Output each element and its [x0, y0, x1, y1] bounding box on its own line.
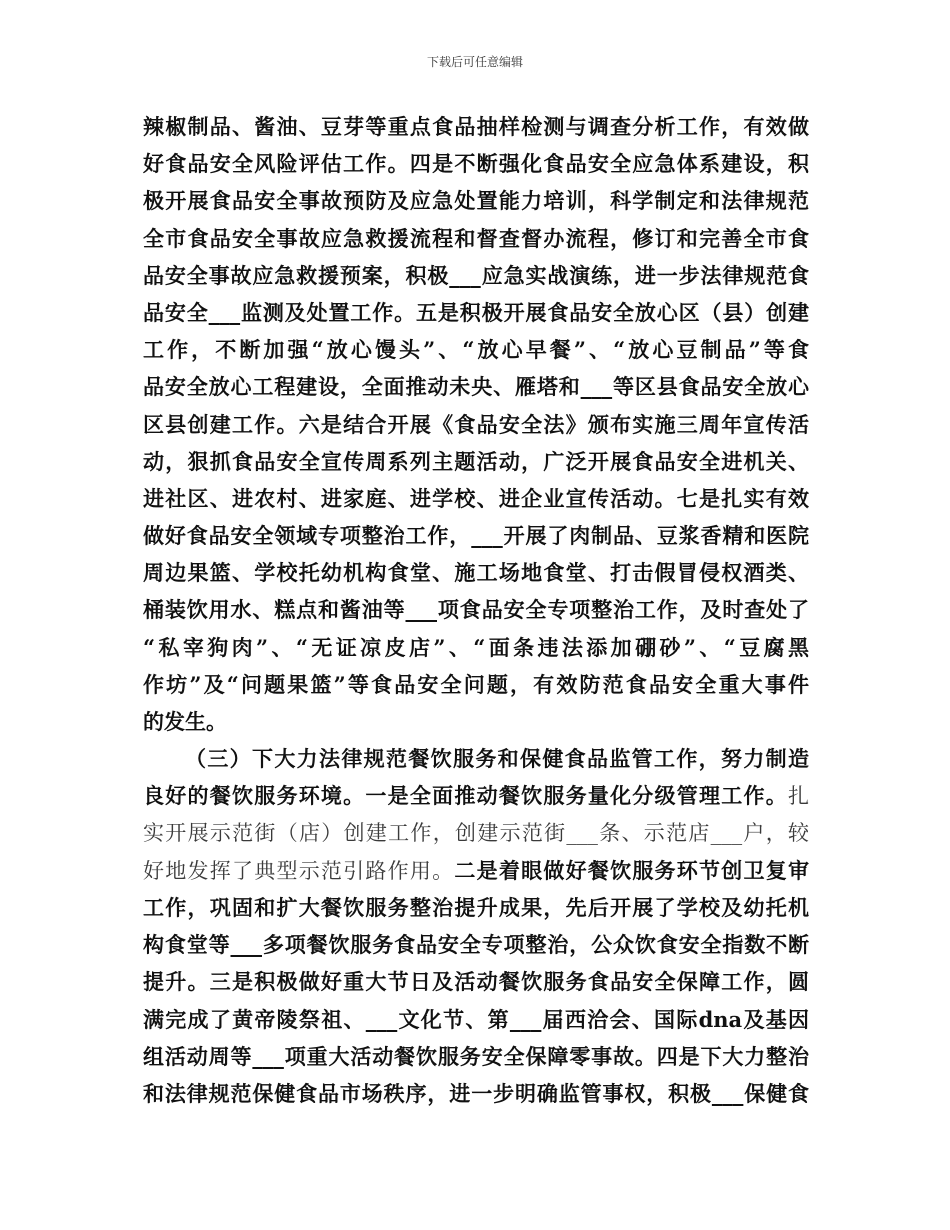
text-line: 工作，不断加强“放心馒头”、“放心早餐”、“放心豆制品”等食 — [143, 337, 809, 363]
text-segment-light: 扎 — [788, 784, 809, 809]
text-segment-light: 好地发挥了典型示范引路作用。 — [143, 858, 455, 883]
text-line: 区县创建工作。六是结合开展《食品安全法》颁布实施三周年宣传活 — [143, 411, 809, 437]
text-line: 品安全事故应急救援预案，积极___应急实战演练，进一步法律规范食 — [143, 262, 809, 288]
text-line: 组活动周等___项重大活动餐饮服务安全保障零事故。四是下大力整治 — [143, 1043, 809, 1069]
text-segment-bold: 良好的餐饮服务环境。一是全面推动餐饮服务量化分级管理工作。 — [143, 783, 788, 809]
text-line: 提升。三是积极做好重大节日及活动餐饮服务食品安全保障工作，圆 — [143, 969, 809, 995]
text-line: 满完成了黄帝陵祭祖、___文化节、第___届西洽会、国际dna及基因 — [143, 1006, 809, 1032]
text-line: 工作，巩固和扩大餐饮服务整治提升成果，先后开展了学校及幼托机 — [143, 894, 809, 920]
document-body — [143, 108, 809, 1112]
text-line-mixed — [143, 852, 809, 889]
text-line-mixed — [143, 777, 809, 814]
text-line: 动，狠抓食品安全宣传周系列主题活动，广泛开展食品安全进机关、 — [143, 448, 809, 474]
text-segment-bold: 二是着眼做好餐饮服务环节创卫复审 — [454, 857, 810, 883]
text-line: 全市食品安全事故应急救援流程和督查督办流程，修订和完善全市食 — [143, 225, 809, 251]
text-line: 极开展食品安全事故预防及应急处置能力培训，科学制定和法律规范 — [143, 188, 809, 214]
text-line: 桶装饮用水、糕点和酱油等___项食品安全专项整治工作，及时查处了 — [143, 597, 809, 623]
text-line: 辣椒制品、酱油、豆芽等重点食品抽样检测与调查分析工作，有效做 — [143, 114, 809, 139]
page-header-note: 下载后可任意编辑 — [426, 55, 523, 69]
text-line: 的发生。 — [143, 709, 227, 734]
text-line: 和法律规范保健食品市场秩序，进一步明确监管事权，积极___保健食 — [143, 1080, 809, 1106]
text-line: 品安全放心工程建设，全面推动未央、雁塔和___等区县食品安全放心 — [143, 374, 809, 400]
text-line: 好食品安全风险评估工作。四是不断强化食品安全应急体系建设，积 — [143, 151, 809, 177]
text-line: 做好食品安全领域专项整治工作，___开展了肉制品、豆浆香精和医院 — [143, 523, 809, 549]
text-line: 作坊”及“问题果篮”等食品安全问题，有效防范食品安全重大事件 — [143, 671, 809, 697]
text-line: 进社区、进农村、进家庭、进学校、进企业宣传活动。七是扎实有效 — [143, 485, 809, 511]
text-line: “私宰狗肉”、“无证凉皮店”、“面条违法添加硼砂”、“豆腐黑 — [143, 634, 809, 660]
text-line: 品安全___监测及处置工作。五是积极开展食品安全放心区（县）创建 — [143, 299, 809, 325]
text-line-light: 实开展示范街（店）创建工作，创建示范街___条、示范店___户，较 — [143, 820, 809, 845]
text-line: 周边果篮、学校托幼机构食堂、施工场地食堂、打击假冒侵权酒类、 — [143, 560, 809, 586]
text-line: 构食堂等___多项餐饮服务食品安全专项整治，公众饮食安全指数不断 — [143, 932, 809, 958]
section-heading-line: （三）下大力法律规范餐饮服务和保健食品监管工作，努力制造 — [185, 746, 809, 772]
